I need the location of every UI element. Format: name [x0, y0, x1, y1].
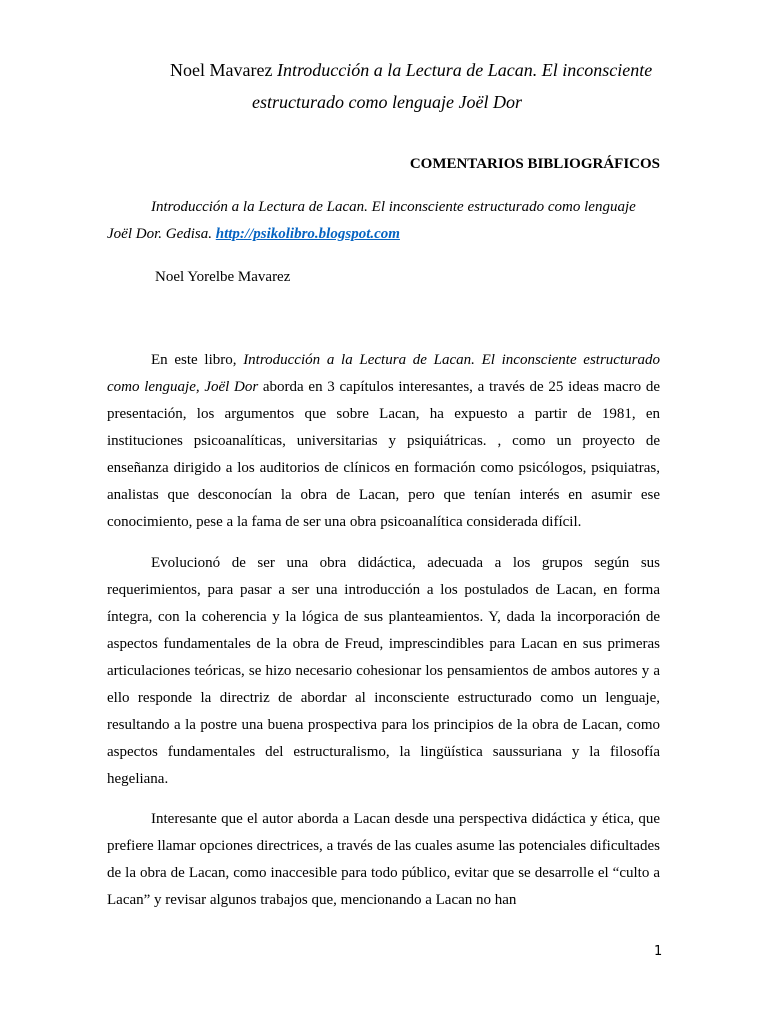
- document-title-line-1: [170, 60, 652, 81]
- paragraph-1-book-title: Introducción a la Lectura de Lacan. El inconsciente estructurado como lenguaje, Joël Dor: [107, 352, 660, 395]
- review-author: Noel Yorelbe Mavarez: [155, 269, 291, 285]
- paragraph-1: [107, 347, 660, 536]
- document-title-line-2: [252, 92, 522, 113]
- title-book-italic-continued: estructurado como lenguaje Joël Dor: [252, 92, 522, 112]
- paragraph-1-lead: En este libro,: [151, 352, 244, 368]
- title-author: Noel Mavarez: [170, 60, 277, 80]
- title-book-italic: Introducción a la Lectura de Lacan. El inconsciente: [276, 60, 653, 80]
- reference-author-publisher: Joël Dor. Gedisa.: [107, 226, 216, 242]
- page-number: 1: [654, 944, 663, 959]
- reference-link[interactable]: http://psikolibro.blogspot.com: [215, 226, 400, 242]
- reference-line-1: Introducción a la Lectura de Lacan. El inconsciente estructurado como lenguaje: [151, 199, 636, 215]
- paragraph-1-body: aborda en 3 capítulos interesantes, a través de 25 ideas macro de presentación, los argumentos que sobre Lacan, ha expuesto a partir de 1981, en instituciones psicoanalíticas, universitarias y psiquiátricas. , como un proyecto de enseñanza dirigido a los auditorios de clínicos en formación como psicólogos, psiquiatras, analistas que desconocían la obra de Lacan, pero que tenían interés en asumir ese conocimiento, pese a la fama de ser una obra psicoanalítica considerada difícil.: [107, 379, 661, 530]
- section-heading: COMENTARIOS BIBLIOGRÁFICOS: [409, 156, 660, 172]
- reference-line-2: [107, 226, 400, 243]
- paragraph-2: Evolucionó de ser una obra didáctica, adecuada a los grupos según sus requerimientos, para pasar a ser una introducción a los postulados de Lacan, en forma íntegra, con la coherencia y la lógica de sus planteamientos. Y, dada la incorporación de aspectos fundamentales de la obra de Freud, imprescindibles para Lacan en sus primeras articulaciones teóricas, se hizo necesario cohesionar los pensamientos de ambos autores y a ello responde la directriz de abordar al inconsciente estructurado como un lenguaje, resultando a la postre una buena prospectiva para los principios de la obra de Lacan, como aspectos fundamentales del estructuralismo, la lingüística saussuriana y la filosofía hegeliana.: [107, 555, 660, 787]
- paragraph-3: Interesante que el autor aborda a Lacan desde una perspectiva didáctica y ética, que prefiere llamar opciones directrices, a través de las cuales asume las potenciales dificultades de la obra de Lacan, como inaccesible para todo público, evitar que se desarrolle el “culto a Lacan” y revisar algunos trabajos que, mencionando a Lacan no han: [107, 811, 660, 908]
